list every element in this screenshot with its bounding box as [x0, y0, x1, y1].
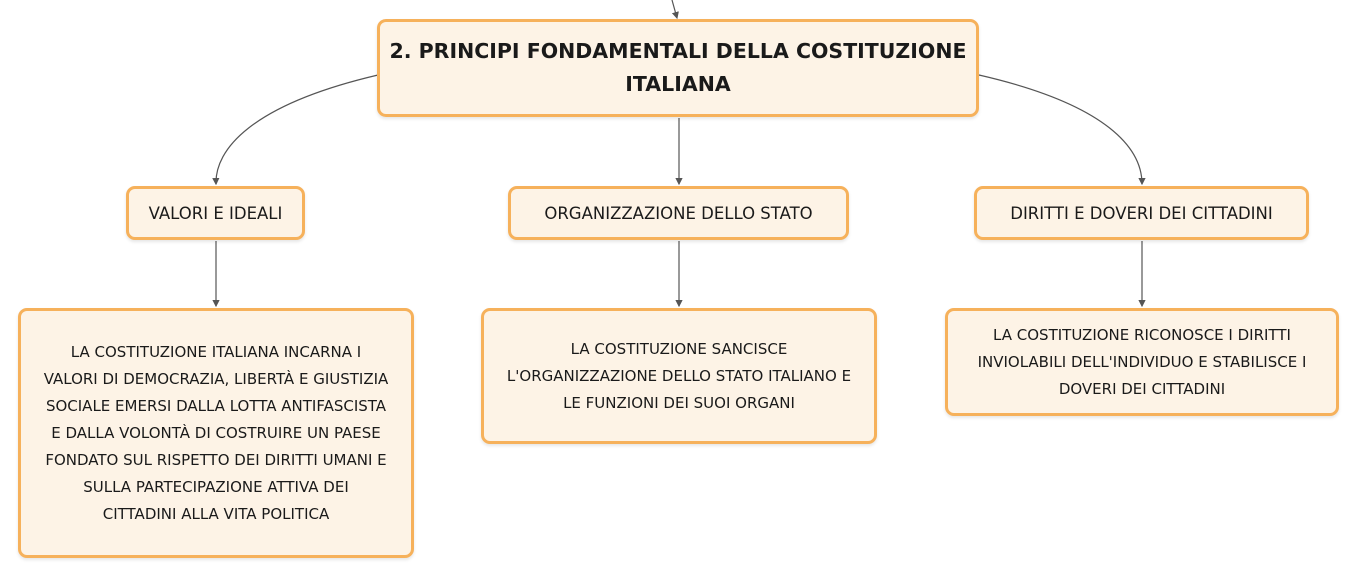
topic-label: ORGANIZZAZIONE DELLO STATO — [544, 203, 813, 223]
connector-root-to-diritti — [979, 75, 1142, 184]
subtopic-valori-description[interactable] — [18, 308, 414, 558]
subtopic-line: DOVERI DEI CITTADINI — [1058, 379, 1226, 398]
root-topic-line: ITALIANA — [625, 72, 731, 96]
subtopic-text — [507, 336, 851, 417]
subtopic-line: FONDATO SUL RISPETTO DEI DIRITTI UMANI E — [45, 450, 387, 469]
subtopic-line: INVIOLABILI DELL'INDIVIDUO E STABILISCE I — [977, 352, 1307, 371]
subtopic-line: SULLA PARTECIPAZIONE ATTIVA DEI — [83, 477, 349, 496]
subtopic-line: VALORI DI DEMOCRAZIA, LIBERTÀ E GIUSTIZIA — [43, 369, 389, 388]
subtopic-organizzazione-description[interactable] — [481, 308, 877, 444]
subtopic-line: SOCIALE EMERSI DALLA LOTTA ANTIFASCISTA — [45, 396, 387, 415]
subtopic-line: LA COSTITUZIONE RICONOSCE I DIRITTI — [993, 325, 1291, 344]
topic-valori-e-ideali[interactable] — [126, 186, 305, 240]
topic-label: DIRITTI E DOVERI DEI CITTADINI — [1010, 203, 1273, 223]
topic-organizzazione-dello-stato[interactable] — [508, 186, 849, 240]
subtopic-line: LE FUNZIONI DEI SUOI ORGANI — [563, 393, 795, 412]
root-topic-node[interactable] — [377, 19, 979, 117]
connector-parent-to-root — [672, 0, 677, 18]
subtopic-line: CITTADINI ALLA VITA POLITICA — [102, 504, 330, 523]
subtopic-text — [44, 339, 389, 528]
connector-root-to-valori — [216, 75, 378, 184]
subtopic-text — [978, 322, 1307, 403]
subtopic-line: E DALLA VOLONTÀ DI COSTRUIRE UN PAESE — [51, 423, 381, 442]
topic-diritti-e-doveri[interactable] — [974, 186, 1309, 240]
root-topic-line: 2. PRINCIPI FONDAMENTALI DELLA COSTITUZIONE — [389, 39, 967, 63]
root-topic-text — [389, 35, 966, 101]
topic-label: VALORI E IDEALI — [148, 203, 283, 223]
subtopic-line: L'ORGANIZZAZIONE DELLO STATO ITALIANO E — [506, 366, 852, 385]
subtopic-diritti-description[interactable] — [945, 308, 1339, 416]
subtopic-line: LA COSTITUZIONE SANCISCE — [570, 339, 788, 358]
subtopic-line: LA COSTITUZIONE ITALIANA INCARNA I — [70, 342, 362, 361]
